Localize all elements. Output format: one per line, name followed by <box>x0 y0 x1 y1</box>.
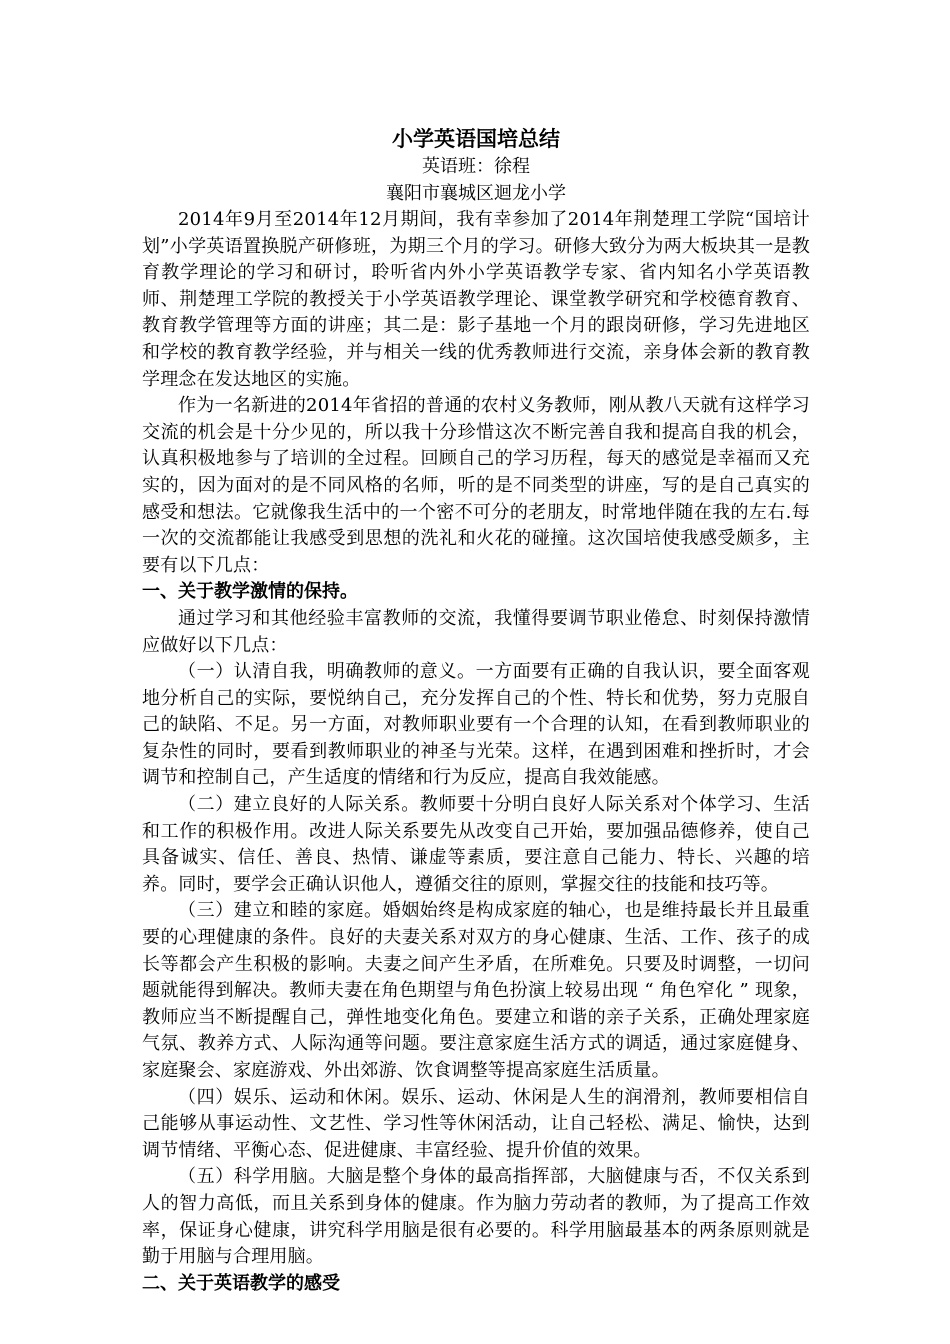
section-intro: 通过学习和其他经验丰富教师的交流，我懂得要调节职业倦怠、时刻保持激情应做好以下几点： <box>142 607 810 656</box>
section-item: （一）认清自我，明确教师的意义。一方面要有正确的自我认识，要全面客观地分析自己的实际，要悦纳自己，充分发挥自己的个性、特长和优势，努力克服自己的缺陷、不足。另一方面，对教师职业要有一个合理的认知，在看到教师职业的复杂性的同时，要看到教师职业的神圣与光荣。这样，在遇到困难和挫折时，才会调节和控制自己，产生适度的情绪和行为反应，提高自我效能感。 <box>142 661 810 789</box>
section-heading: 二、关于英语教学的感受 <box>142 1272 340 1294</box>
section-item: （二）建立良好的人际关系。教师要十分明白良好人际关系对个体学习、生活和工作的积极作用。改进人际关系要先从改变自己开始，要加强品德修养，使自己具备诚实、信任、善良、热情、谦虚等素质，要注意自己能力、特长、兴趣的培养。同时，要学会正确认识他人，遵循交往的原则，掌握交往的技能和技巧等。 <box>142 794 810 895</box>
document-title: 小学英语国培总结 <box>392 126 560 151</box>
school-line: 襄阳市襄城区迴龙小学 <box>386 183 566 204</box>
section-item: （五）科学用脑。大脑是整个身体的最高指挥部，大脑健康与否，不仅关系到人的智力高低，而且关系到身体的健康。作为脑力劳动者的教师，为了提高工作效率，保证身心健康，讲究科学用脑是很有必要的。科学用脑最基本的两条原则就是勤于用脑与合理用脑。 <box>142 1166 810 1268</box>
section-heading: 一、关于教学激情的保持。 <box>142 581 358 603</box>
intro-paragraph: 2014年9月至2014年12月期间，我有幸参加了2014年荆楚理工学院“国培计划”小学英语置换脱产研修班，为期三个月的学习。研修大致分为两大板块其一是教育教学理论的学习和研讨，聆听省内外小学英语教学专家、省内知名小学英语教师、荆楚理工学院的教授关于小学英语教学理论、课堂教学研究和学校德育教育、教育教学管理等方面的讲座；其二是：影子基地一个月的跟岗研修，学习先进地区和学校的教育教学经验，并与相关一线的优秀教师进行交流，亲身体会新的教育教学理念在发达地区的实施。 <box>142 209 810 390</box>
section-item: （三）建立和睦的家庭。婚姻始终是构成家庭的轴心，也是维持最长并且最重要的心理健康的条件。良好的夫妻关系对双方的身心健康、生活、工作、孩子的成长等都会产生积极的影响。夫妻之间产生矛盾，在所难免。只要及时调整，一切问题就能得到解决。教师夫妻在角色期望与角色扮演上较易出现 “ 角色窄化 ” 现象，教师应当不断提醒自己，弹性地变化角色。要建立和谐的亲子关系，正确处理家庭气氛、教养方式、人际沟通等问题。要注意家庭生活方式的调适，通过家庭健身、家庭聚会、家庭游戏、外出郊游、饮食调整等提高家庭生活质量。 <box>142 900 810 1081</box>
section-item: （四）娱乐、运动和休闲。娱乐、运动、休闲是人生的润滑剂，教师要相信自己能够从事运动性、文艺性、学习性等休闲活动，让自己轻松、满足、愉快，达到调节情绪、平衡心态、促进健康、丰富经验、提升价值的效果。 <box>142 1086 810 1161</box>
document-page <box>142 124 810 1297</box>
intro-paragraph: 作为一名新进的2014年省招的普通的农村义务教师，刚从教八天就有这样学习交流的机会是十分少见的，所以我十分珍惜这次不断完善自我和提高自我的机会，认真积极地参与了培训的全过程。回顾自己的学习历程，每天的感觉是幸福而又充实的，因为面对的是不同风格的名师，听的是不同类型的讲座，写的是自己真实的感受和想法。它就像我生活中的一个密不可分的老朋友，时常地伴随在我的左右.每一次的交流都能让我感受到思想的洗礼和火花的碰撞。这次国培使我感受颇多，主要有以下几点： <box>142 395 810 576</box>
author-line: 英语班：徐程 <box>422 156 530 177</box>
